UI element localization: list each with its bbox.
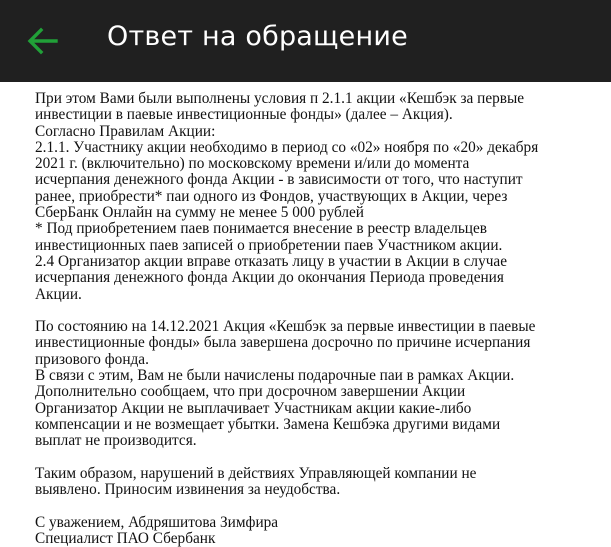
text-line: Акции. [35,285,82,303]
arrow-left-icon [26,27,58,55]
text-line: В связи с этим, Вам не были начислены подарочные паи в рамках Акции. [35,367,515,385]
text-line: 2.1.1. Участнику акции необходимо в период со «02» ноября по «20» декабря [35,138,539,156]
conclusion-paragraph [35,466,600,499]
text-line: исчерпания денежного фонда Акции до окончания Периода проведения [35,269,504,287]
text-line: СберБанк Онлайн на сумму не менее 5 000 рублей [35,204,364,222]
text-line: компенсации и не возмещает убытки. Замена Кешбэка другими видами [35,415,501,433]
paragraph-gap [35,303,600,319]
text-line: инвестиционные фонды» была завершена досрочно по причине исчерпания [35,334,531,352]
text-line: инвестиции в паевые инвестиционные фонды» (далее – Акция). [35,106,453,124]
app-bar [0,0,611,82]
text-line: призового фонда. [35,350,149,368]
text-line: * Под приобретением паев понимается внесение в реестр владельцев [35,220,488,238]
text-line: По состоянию на 14.12.2021 Акция «Кешбэк за первые инвестиции в паевые [35,318,536,336]
text-line: С уважением, Абдряшитова Зимфира [35,513,279,531]
text-line: Специалист ПАО Сбербанк [35,530,216,547]
text-line: 2021 г. (включительно) по московскому времени и/или до момента [35,155,470,173]
text-line: Таким образом, нарушений в действиях Управляющей компании не [35,464,477,482]
text-line: Организатор Акции не выплачивает Участникам акции какие-либо [35,399,472,417]
status-paragraph [35,319,600,449]
text-line: исчерпания денежного фонда Акции - в зависимости от того, что наступит [35,171,523,189]
text-line: Дополнительно сообщаем, что при досрочном завершении Акции [35,383,466,401]
conditions-paragraph [35,91,600,303]
text-line: Согласно Правилам Акции: [35,122,216,140]
signature [35,515,600,547]
text-line: ранее, приобрести* паи одного из Фондов, участвующих в Акции, через [35,187,508,205]
response-text [35,91,600,547]
text-line: инвестиционных паев записей о приобретении паев Участником акции. [35,236,503,254]
text-line: При этом Вами были выполнены условия п 2.1.1 акции «Кешбэк за первые [35,90,525,107]
page-title: Ответ на обращение [107,21,408,52]
text-line: 2.4 Организатор акции вправе отказать лицу в участии в Акции в случае [35,252,507,270]
text-line: выплат не производится. [35,432,197,450]
paragraph-gap [35,450,600,466]
text-line: выявлено. Приносим извинения за неудобства. [35,481,341,499]
back-button[interactable] [26,27,58,55]
paragraph-gap [35,498,600,514]
